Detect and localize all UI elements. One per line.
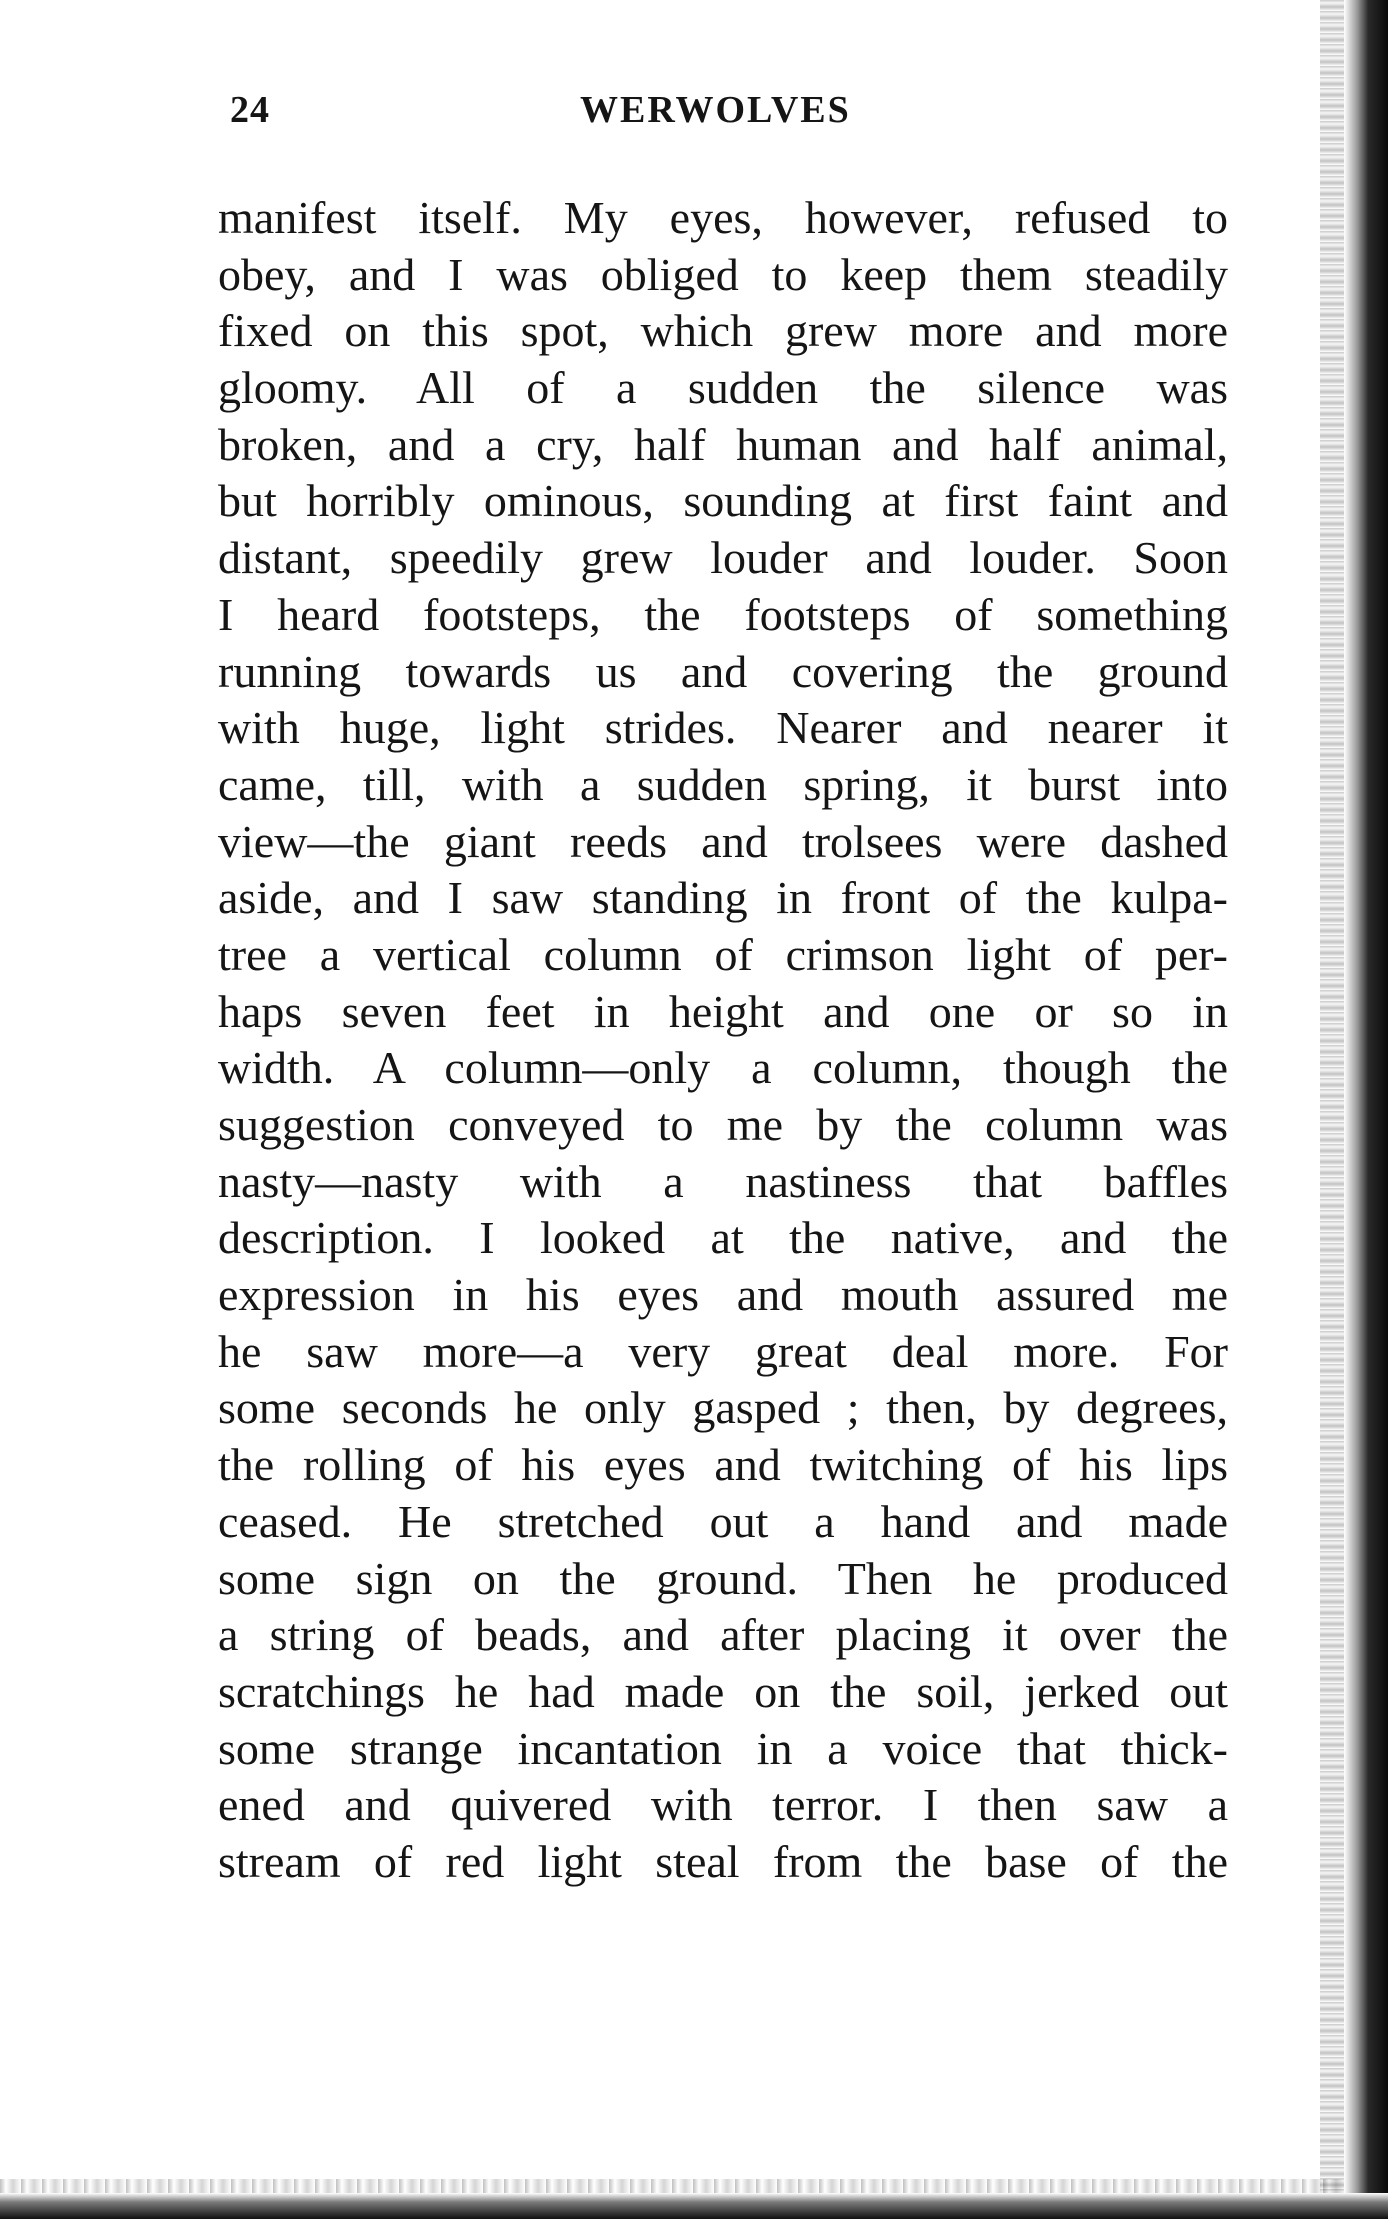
text-line: fixed on this spot, which grew more and more <box>218 305 1228 357</box>
page-edge-shadow-right <box>1320 0 1344 2219</box>
text-line: manifest itself. My eyes, however, refused to <box>218 192 1228 243</box>
text-line: tree a vertical column of crimson light of per- <box>218 928 1228 980</box>
text-line: aside, and I saw standing in front of the kulpa- <box>218 872 1228 924</box>
text-line: some sign on the ground. Then he produced <box>218 1552 1228 1604</box>
text-line: some seconds he only gasped ; then, by degrees, <box>218 1382 1228 1434</box>
text-line: stream of red light steal from the base of the <box>218 1835 1228 1887</box>
text-line: view—the giant reeds and trolsees were dashed <box>218 815 1228 867</box>
text-line: nasty—nasty with a nastiness that baffles <box>218 1155 1228 1207</box>
body-text <box>218 190 1228 1891</box>
text-line: width. A column—only a column, though the <box>218 1042 1228 1094</box>
text-line: with huge, light strides. Nearer and nearer it <box>218 702 1228 754</box>
text-line: the rolling of his eyes and twitching of his lips <box>218 1439 1228 1491</box>
text-line: description. I looked at the native, and the <box>218 1212 1228 1264</box>
text-line: gloomy. All of a sudden the silence was <box>218 362 1228 414</box>
text-line: obey, and I was obliged to keep them steadily <box>218 248 1228 300</box>
running-title: WERWOLVES <box>580 89 851 131</box>
page-header <box>222 88 902 148</box>
page-edge-right <box>1344 0 1388 2219</box>
text-line: expression in his eyes and mouth assured me <box>218 1269 1228 1321</box>
text-line: but horribly ominous, sounding at first faint and <box>218 475 1228 527</box>
text-line: ceased. He stretched out a hand and made <box>218 1495 1228 1547</box>
text-line: ened and quivered with terror. I then saw a <box>218 1779 1228 1831</box>
page-edge-shadow-bottom <box>0 2179 1344 2193</box>
text-line: some strange incantation in a voice that thick- <box>218 1722 1228 1774</box>
text-line: scratchings he had made on the soil, jerked out <box>218 1665 1228 1717</box>
text-line: distant, speedily grew louder and louder. Soon <box>218 532 1228 584</box>
text-line: came, till, with a sudden spring, it burst into <box>218 758 1228 810</box>
text-line: suggestion conveyed to me by the column was <box>218 1099 1228 1150</box>
text-line: running towards us and covering the ground <box>218 645 1228 697</box>
text-line: broken, and a cry, half human and half animal, <box>218 418 1228 470</box>
page-number: 24 <box>230 89 270 131</box>
text-line: haps seven feet in height and one or so in <box>218 985 1228 1037</box>
text-line: I heard footsteps, the footsteps of something <box>218 588 1228 640</box>
text-line: a string of beads, and after placing it over the <box>218 1609 1228 1661</box>
text-line: he saw more—a very great deal more. For <box>218 1325 1228 1377</box>
page-edge-bottom <box>0 2193 1388 2219</box>
